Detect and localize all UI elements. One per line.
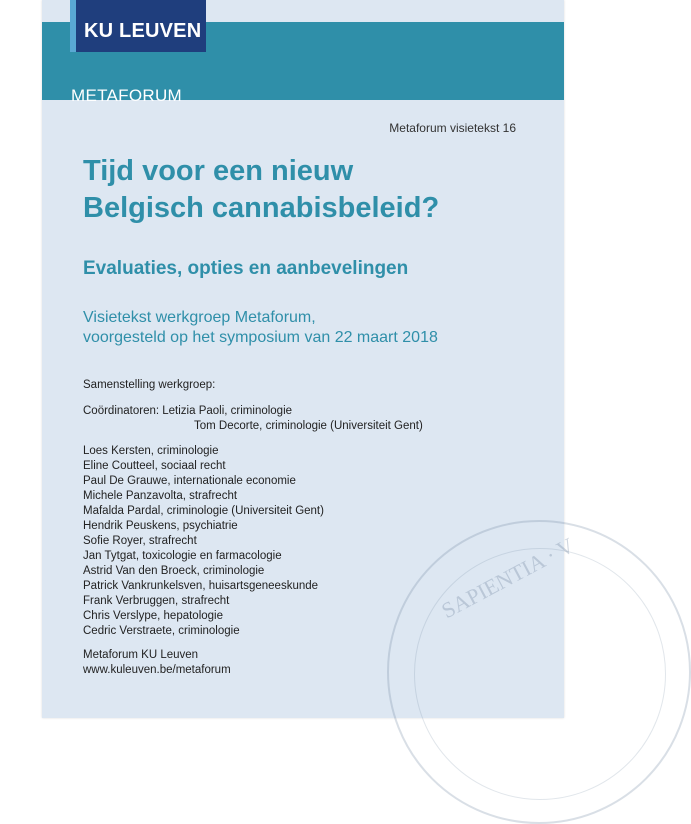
coordinators-block	[83, 404, 423, 434]
member-list	[83, 444, 324, 639]
intro-line-2: voorgesteld op het symposium van 22 maart 2018	[83, 329, 438, 346]
footer-org: Metaforum KU Leuven	[83, 649, 199, 661]
member-item: Michele Panzavolta, strafrecht	[83, 490, 238, 502]
seal-lettering	[402, 520, 579, 718]
member-item: Paul De Grauwe, internationale economie	[83, 475, 296, 487]
title-line-1: Tijd voor een nieuw	[83, 155, 354, 187]
document-title	[83, 153, 553, 227]
member-item: Frank Verbruggen, strafrecht	[83, 595, 230, 607]
series-number: Metaforum visietekst 16	[389, 121, 516, 135]
workgroup-heading: Samenstelling werkgroep:	[83, 379, 216, 391]
coordinator-line-1: Coördinatoren: Letizia Paoli, criminologie	[83, 405, 293, 417]
member-item: Astrid Van den Broeck, criminologie	[83, 565, 265, 577]
member-item: Sofie Royer, strafrecht	[83, 535, 197, 547]
intro-line-1: Visietekst werkgroep Metaforum,	[83, 309, 316, 326]
footer-url[interactable]: www.kuleuven.be/metaforum	[83, 664, 231, 676]
ku-leuven-logo	[70, 0, 206, 52]
footer-block	[83, 648, 231, 678]
member-item: Chris Verslype, hepatologie	[83, 610, 223, 622]
member-item: Loes Kersten, criminologie	[83, 445, 219, 457]
member-item: Mafalda Pardal, criminologie (Universiteit Gent)	[83, 505, 324, 517]
title-line-2: Belgisch cannabisbeleid?	[83, 192, 440, 224]
document-page	[42, 0, 579, 718]
member-item: Hendrik Peuskens, psychiatrie	[83, 520, 238, 532]
member-item: Patrick Vankrunkelsven, huisartsgeneeskunde	[83, 580, 319, 592]
intro-text	[83, 308, 438, 348]
coordinator-line-2: Tom Decorte, criminologie (Universiteit Gent)	[194, 420, 423, 432]
logo-text: KU LEUVEN	[84, 20, 202, 42]
member-item: Eline Coutteel, sociaal recht	[83, 460, 226, 472]
metaforum-label: METAFORUM	[71, 86, 182, 105]
member-item: Cedric Verstraete, criminologie	[83, 625, 240, 637]
seal-text: SAPIENTIA · V	[437, 532, 579, 624]
document-subtitle: Evaluaties, opties en aanbevelingen	[83, 258, 409, 279]
member-item: Jan Tytgat, toxicologie en farmacologie	[83, 550, 282, 562]
